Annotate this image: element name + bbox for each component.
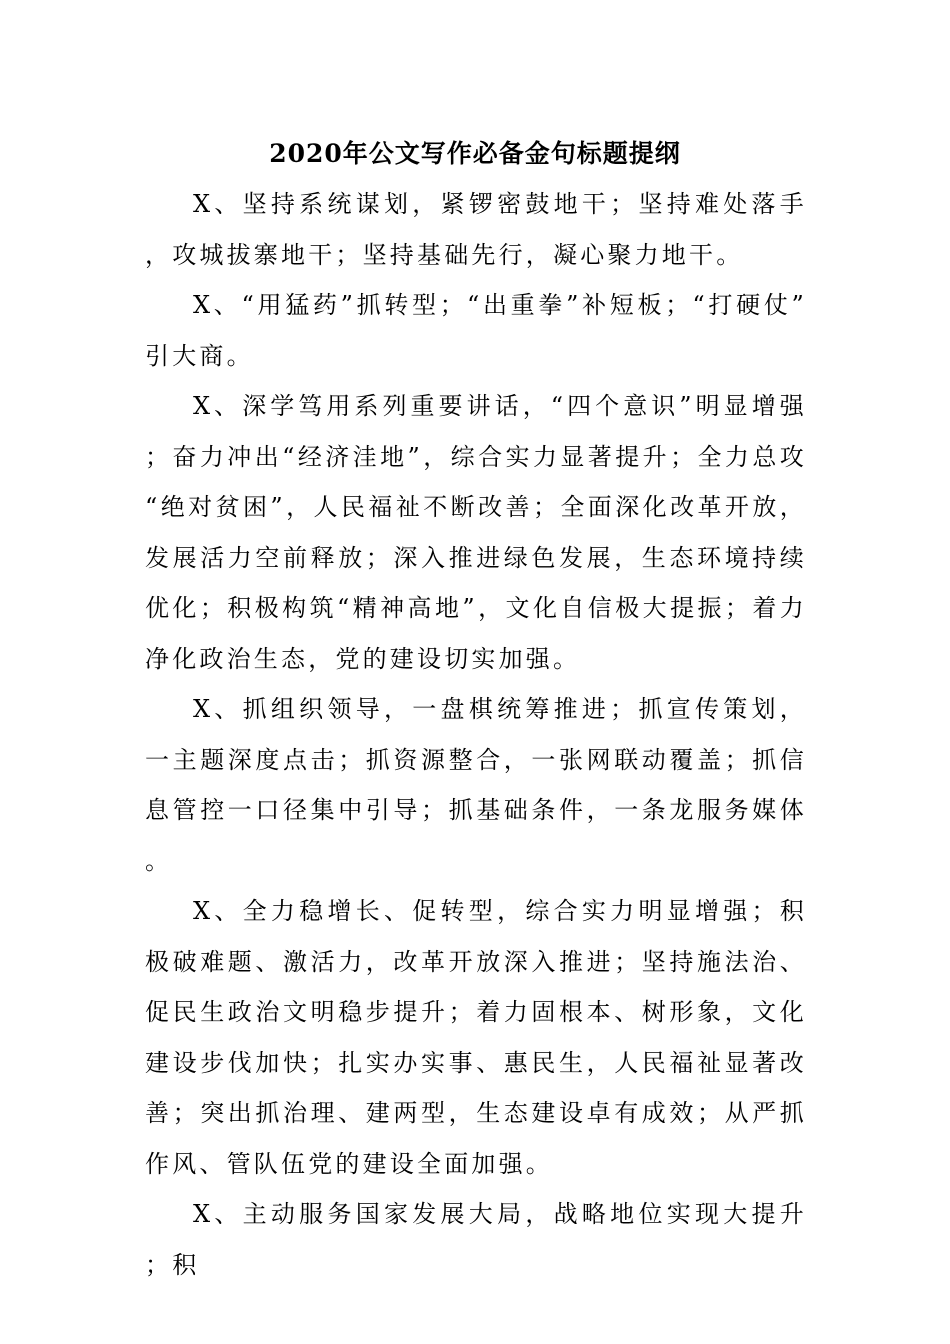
document-body [145, 179, 807, 1290]
paragraph-2: X、“用猛药”抓转型；“出重拳”补短板；“打硬仗”引大商。 [145, 291, 807, 370]
document-title: 2020年公文写作必备金句标题提纲 [269, 139, 681, 168]
paragraph-1: X、坚持系统谋划，紧锣密鼓地干；坚持难处落手，攻城拔寨地干；坚持基础先行，凝心聚力地干。 [145, 190, 807, 269]
paragraph-6: X、主动服务国家发展大局，战略地位实现大提升；积 [145, 1200, 807, 1279]
paragraph-5: X、全力稳增长、促转型，综合实力明显增强；积极破难题、激活力，改革开放深入推进；坚持施法治、促民生政治文明稳步提升；着力固根本、树形象，文化建设步伐加快；扎实办实事、惠民生，人民福祉显著改善；突出抓治理、建两型，生态建设卓有成效；从严抓作风、管队伍党的建设全面加强。 [145, 897, 807, 1178]
paragraph-4: X、抓组织领导，一盘棋统筹推进；抓宣传策划，一主题深度点击；抓资源整合，一张网联动覆盖；抓信息管控一口径集中引导；抓基础条件，一条龙服务媒体。 [145, 695, 807, 875]
paragraph-3: X、深学笃用系列重要讲话，“四个意识”明显增强；奋力冲出“经济洼地”，综合实力显著提升；全力总攻“绝对贫困”，人民福祉不断改善；全面深化改革开放，发展活力空前释放；深入推进绿色发展，生态环境持续优化；积极构筑“精神高地”，文化自信极大提振；着力净化政治生态，党的建设切实加强。 [145, 392, 807, 673]
